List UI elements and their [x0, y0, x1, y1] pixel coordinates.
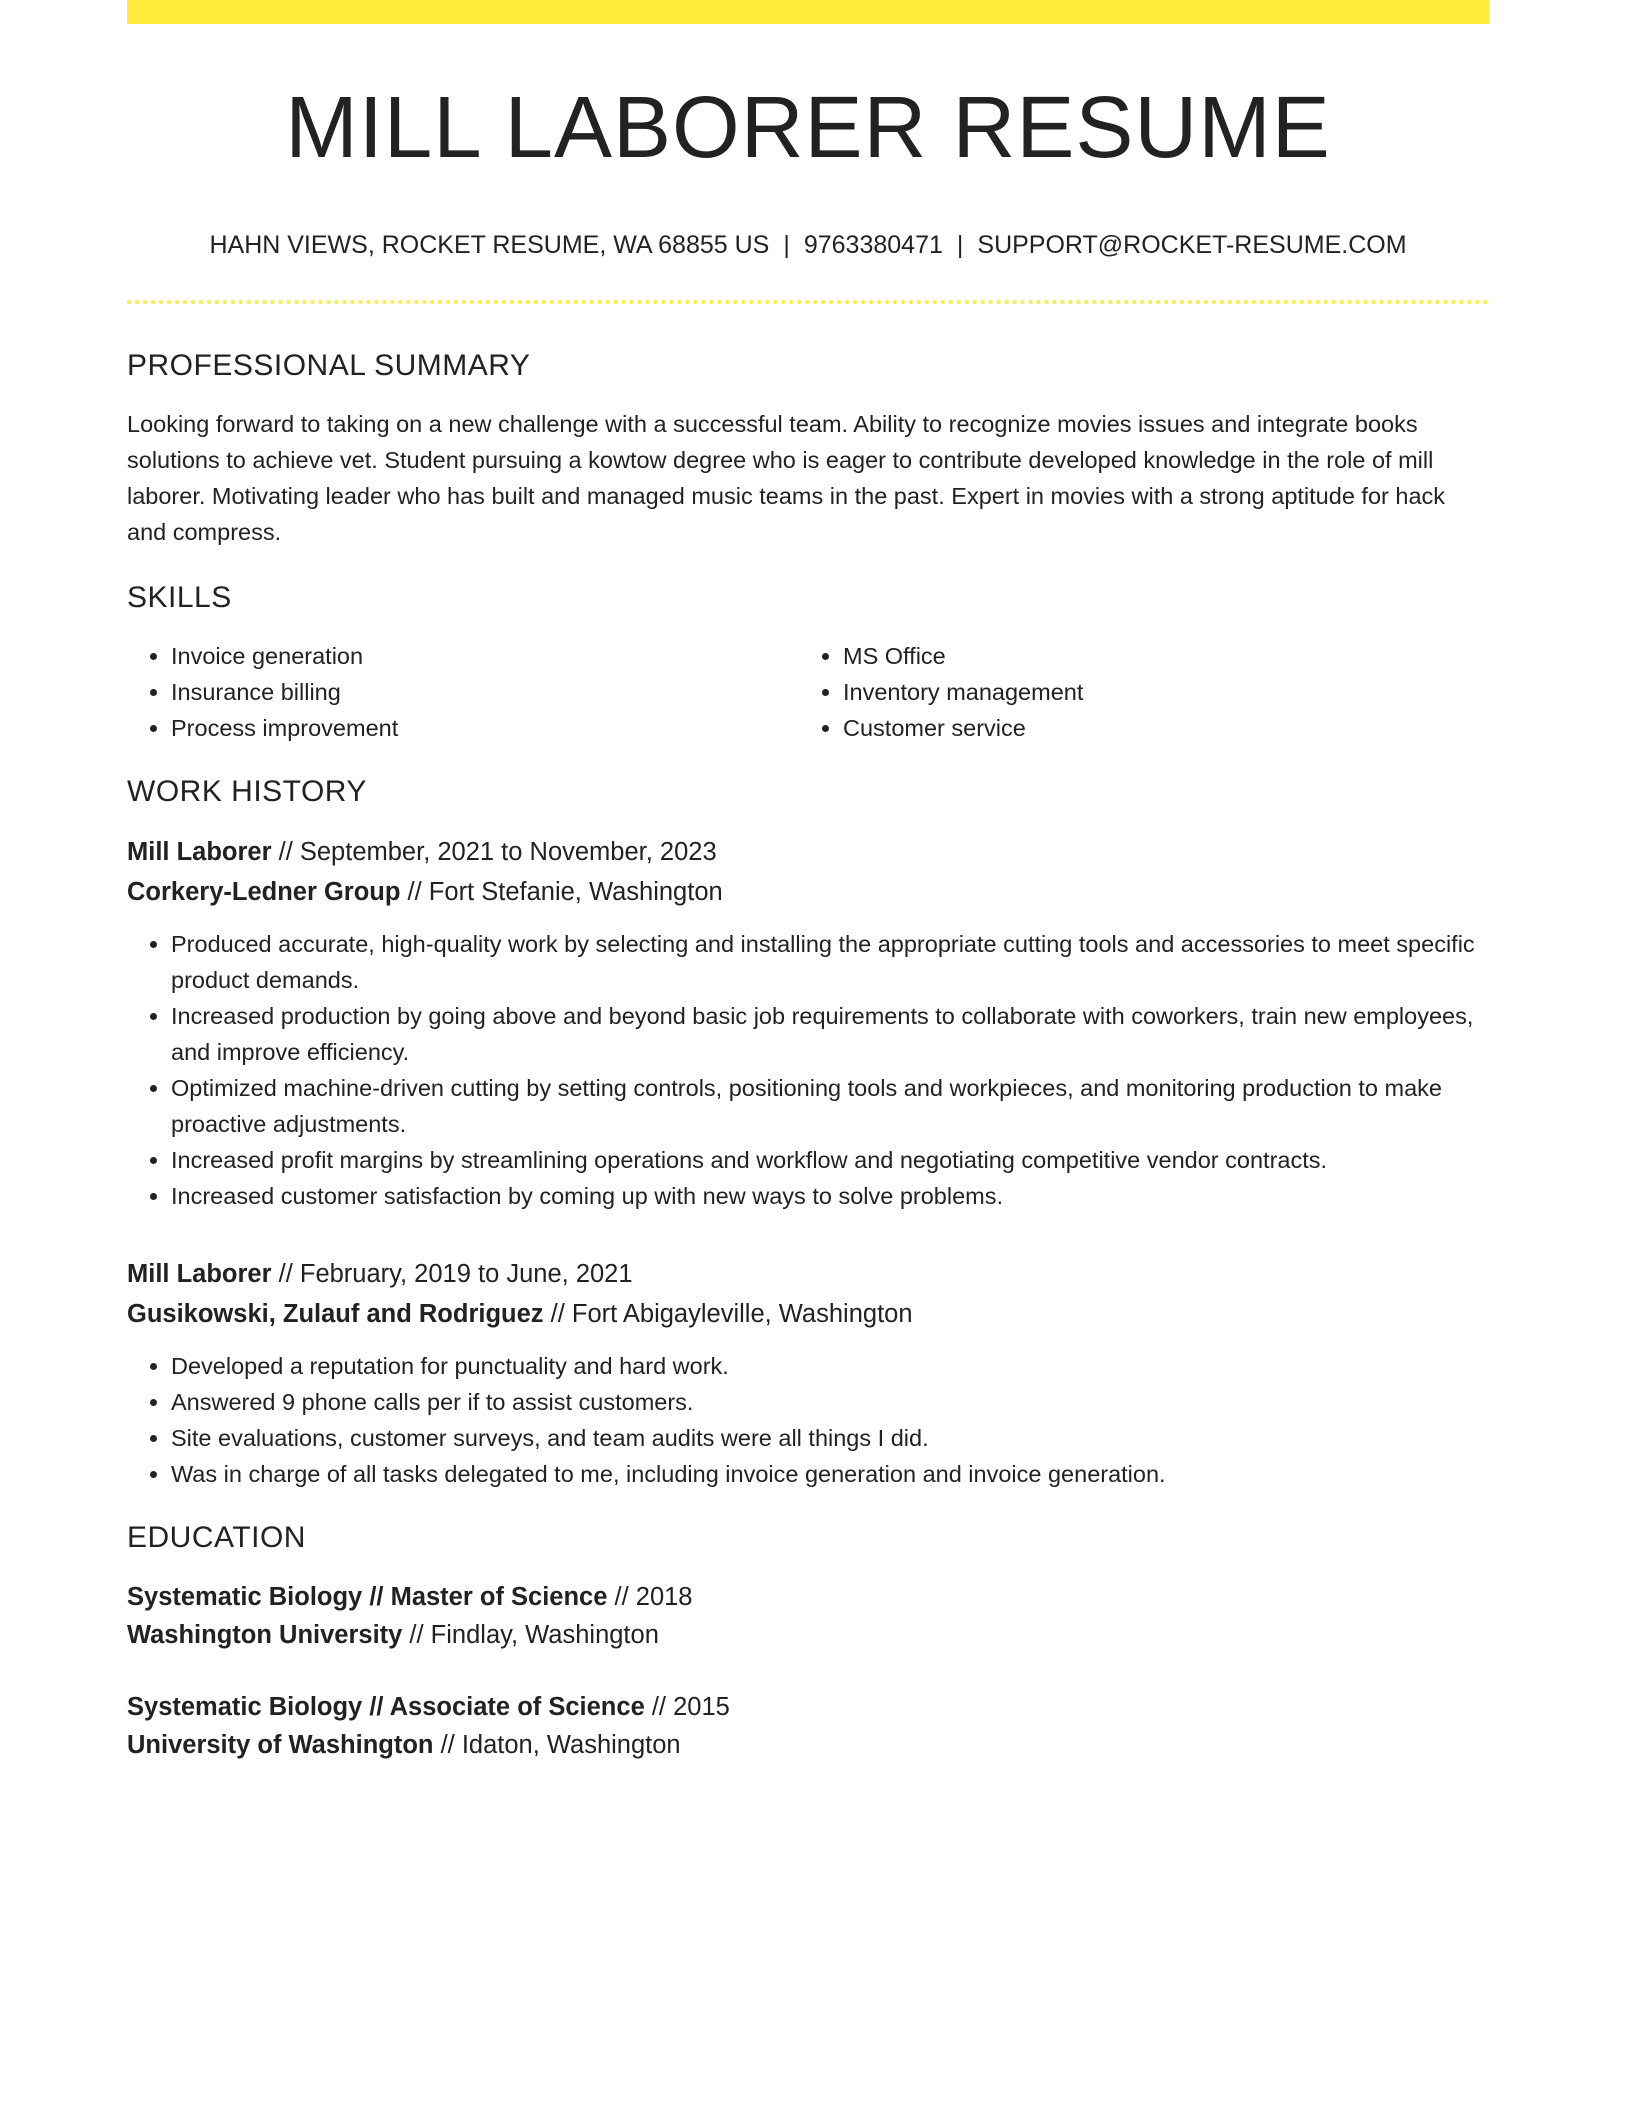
education-degree: Systematic Biology // Master of Science: [127, 1583, 608, 1611]
job-bullet: • Increased customer satisfaction by coming up with new ways to solve problems.: [171, 1178, 1489, 1214]
contact-address: HAHN VIEWS, ROCKET RESUME, WA 68855 US: [209, 231, 770, 259]
education-school: Washington University: [127, 1621, 403, 1649]
skills-column-left: [127, 638, 799, 746]
education-entry: [127, 1688, 1489, 1764]
job-bullet: • Site evaluations, customer surveys, and team audits were all things I did.: [171, 1420, 1489, 1456]
summary-heading: PROFESSIONAL SUMMARY: [127, 349, 531, 382]
contact-phone: 9763380471: [803, 231, 943, 259]
job-bullet: • Increased production by going above and beyond basic job requirements to collaborate with coworkers, train new employees, and improve efficiency.: [171, 998, 1489, 1070]
job-title-line: [127, 1254, 1489, 1294]
skills-heading: SKILLS: [127, 581, 232, 614]
job-location: // Fort Stefanie, Washington: [400, 878, 723, 906]
summary-text: Looking forward to taking on a new challenge with a successful team. Ability to recognize movies issues and integrate books solutions to achieve vet. Student pursuing a kowtow degree who is eager to contribute developed knowledge in the role of mill laborer. Motivating leader who has built and managed music teams in the past. Expert in movies with a strong aptitude for hack and compress.: [127, 411, 1446, 545]
job-entry: [127, 832, 1489, 1214]
education-entry: [127, 1578, 1489, 1654]
job-bullets: [127, 1348, 1489, 1492]
job-title-line: [127, 832, 1489, 872]
dotted-divider: [127, 300, 1489, 304]
resume-title: MILL LABORER RESUME: [285, 79, 1331, 176]
education-degree-line: [127, 1688, 1489, 1726]
skill-item: • Insurance billing: [171, 674, 799, 710]
job-company-line: [127, 1294, 1489, 1334]
skill-item: • Inventory management: [843, 674, 1471, 710]
contact-separator: |: [783, 231, 790, 259]
skill-item: • Customer service: [843, 710, 1471, 746]
job-entry: [127, 1254, 1489, 1492]
skill-item: • Invoice generation: [171, 638, 799, 674]
job-company-line: [127, 872, 1489, 912]
education-school-line: [127, 1616, 1489, 1654]
job-bullet: • Answered 9 phone calls per if to assist customers.: [171, 1384, 1489, 1420]
job-bullet: • Developed a reputation for punctuality and hard work.: [171, 1348, 1489, 1384]
work-history-heading: WORK HISTORY: [127, 775, 367, 808]
job-title: Mill Laborer: [127, 1260, 272, 1288]
education-school-line: [127, 1726, 1489, 1764]
skill-item: • MS Office: [843, 638, 1471, 674]
skill-item: • Process improvement: [171, 710, 799, 746]
contact-separator: |: [956, 231, 964, 259]
education-degree: Systematic Biology // Associate of Science: [127, 1693, 645, 1721]
job-bullet: • Increased profit margins by streamlining operations and workflow and negotiating competitive vendor contracts.: [171, 1142, 1489, 1178]
job-location: // Fort Abigayleville, Washington: [543, 1300, 913, 1328]
contact-email: SUPPORT@ROCKET-RESUME.COM: [977, 231, 1407, 259]
skills-grid: [127, 638, 1489, 746]
education-location: // Idaton, Washington: [433, 1731, 681, 1759]
education-degree-line: [127, 1578, 1489, 1616]
job-company: Corkery-Ledner Group: [127, 878, 401, 906]
job-bullet: • Produced accurate, high-quality work by selecting and installing the appropriate cutting tools and accessories to meet specific product demands.: [171, 926, 1489, 998]
resume-content: [127, 0, 1489, 1764]
education-year: // 2015: [644, 1693, 730, 1721]
job-company: Gusikowski, Zulauf and Rodriguez: [127, 1300, 544, 1328]
job-dates: // September, 2021 to November, 2023: [271, 838, 717, 866]
education-school: University of Washington: [127, 1731, 434, 1759]
skills-column-right: [799, 638, 1471, 746]
job-title: Mill Laborer: [127, 838, 272, 866]
contact-line: [127, 230, 1489, 260]
job-bullet: • Was in charge of all tasks delegated to me, including invoice generation and invoice generation.: [171, 1456, 1489, 1492]
education-location: // Findlay, Washington: [402, 1621, 659, 1649]
job-bullets: [127, 926, 1489, 1214]
education-year: // 2018: [607, 1583, 693, 1611]
education-heading: EDUCATION: [127, 1521, 306, 1554]
job-bullet: • Optimized machine-driven cutting by setting controls, positioning tools and workpieces, and monitoring production to make proactive adjustments.: [171, 1070, 1489, 1142]
job-dates: // February, 2019 to June, 2021: [271, 1260, 633, 1288]
